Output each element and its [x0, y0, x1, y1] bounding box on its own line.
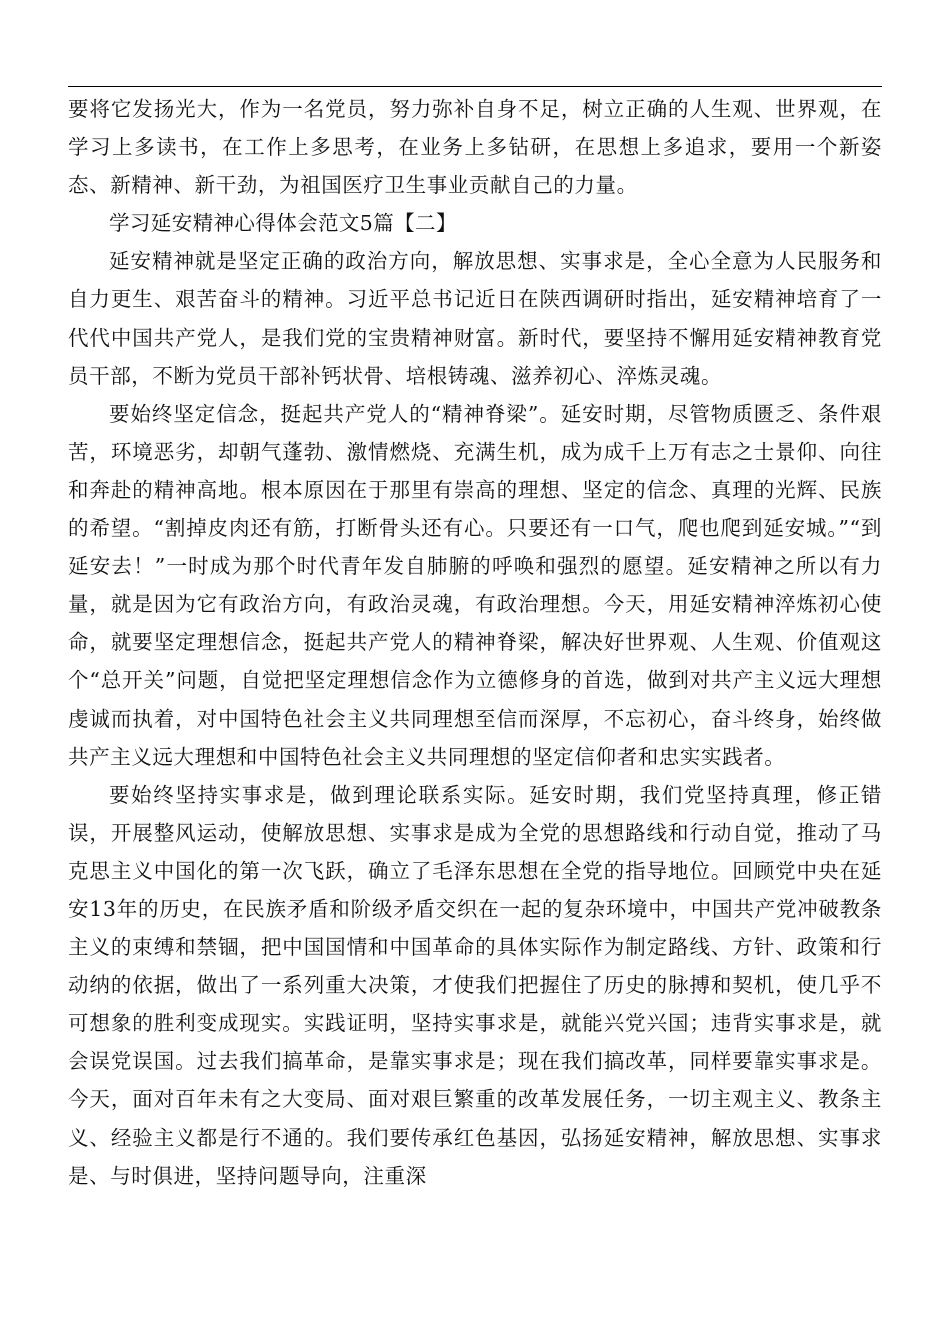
- paragraph-faith: 要始终坚定信念，挺起共产党人的“精神脊梁”。延安时期，尽管物质匮乏、条件艰苦，环境恶劣，却朝气蓬勃、激情燃烧、充满生机，成为成千上万有志之士景仰、向往和奔赴的精神高地。根本原因在于那里有崇高的理想、坚定的信念、真理的光辉、民族的希望。“割掉皮肉还有筋，打断骨头还有心。只要还有一口气，爬也爬到延安城。”“到延安去！”一时成为那个时代青年发自肺腑的呼唤和强烈的愿望。延安精神之所以有力量，就是因为它有政治方向，有政治灵魂，有政治理想。今天，用延安精神淬炼初心使命，就要坚定理想信念，挺起共产党人的精神脊梁，解决好世界观、人生观、价值观这个“总开关”问题，自觉把坚定理想信念作为立德修身的首选，做到对共产主义远大理想虔诚而执着，对中国特色社会主义共同理想至信而深厚，不忘初心，奋斗终身，始终做共产主义远大理想和中国特色社会主义共同理想的坚定信仰者和忠实实践者。: [68, 401, 882, 769]
- paragraph-truth: 要始终坚持实事求是，做到理论联系实际。延安时期，我们党坚持真理，修正错误，开展整风运动，使解放思想、实事求是成为全党的思想路线和行动自觉，推动了马克思主义中国化的第一次飞跃，确立了毛泽东思想在全党的指导地位。回顾党中央在延安13年的历史，在民族矛盾和阶级矛盾交织在一起的复杂环境中，中国共产党冲破教条主义的束缚和禁锢，把中国国情和中国革命的具体实际作为制定路线、方针、政策和行动纳的依据，做出了一系列重大决策，才使我们把握住了历史的脉搏和契机，使几乎不可想象的胜利变成现实。实践证明，坚持实事求是，就能兴党兴国；违背实事求是，就会误党误国。过去我们搞革命，是靠实事求是；现在我们搞改革，同样要靠实事求是。今天，面对百年未有之大变局、面对艰巨繁重的改革发展任务，一切主观主义、教条主义、经验主义都是行不通的。我们要传承红色基因，弘扬延安精神，解放思想、实事求是、与时俱进，坚持问题导向，注重深: [68, 782, 882, 1188]
- document-body: [68, 90, 882, 1195]
- header-rule: [68, 86, 882, 87]
- paragraph-continuation: 要将它发扬光大，作为一名党员，努力弥补自身不足，树立正确的人生观、世界观，在学习上多读书，在工作上多思考，在业务上多钻研，在思想上多追求，要用一个新姿态、新精神、新干劲，为祖国医疗卫生事业贡献自己的力量。: [68, 97, 882, 198]
- section-heading: 学习延安精神心得体会范文5篇【二】: [109, 211, 457, 236]
- paragraph-intro: 延安精神就是坚定正确的政治方向，解放思想、实事求是，全心全意为人民服务和自力更生、艰苦奋斗的精神。习近平总书记近日在陕西调研时指出，延安精神培育了一代代中国共产党人，是我们党的宝贵精神财富。新时代，要坚持不懈用延安精神教育党员干部，不断为党员干部补钙状骨、培根铸魂、滋养初心、淬炼灵魂。: [68, 249, 882, 388]
